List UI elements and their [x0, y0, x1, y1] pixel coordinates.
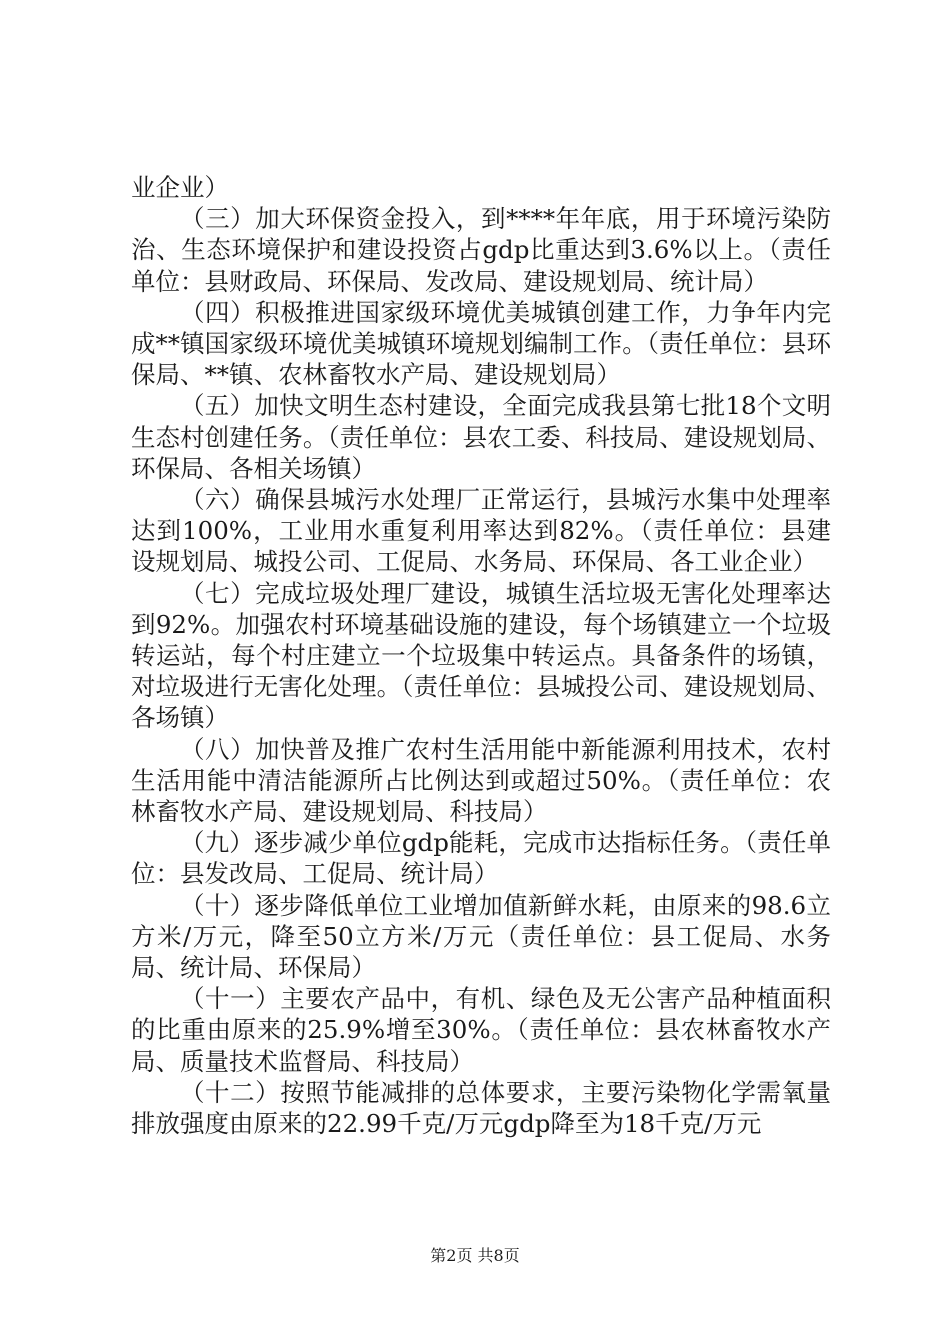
paragraph-item-9: （九）逐步减少单位gdp能耗，完成市达指标任务。（责任单位：县发改局、工促局、统计局） [131, 828, 831, 889]
paragraph-item-12: （十二）按照节能减排的总体要求，主要污染物化学需氧量排放强度由原来的22.99千克/万元gdp降至为18千克/万元 [131, 1077, 831, 1139]
paragraph-item-4: （四）积极推进国家级环境优美城镇创建工作，力争年内完成**镇国家级环境优美城镇环境规划编制工作。（责任单位：县环保局、**镇、农林畜牧水产局、建设规划局） [131, 297, 831, 390]
page-footer [0, 1243, 950, 1266]
paragraph-item-10: （十）逐步降低单位工业增加值新鲜水耗，由原来的98.6立方米/万元，降至50立方米/万元（责任单位：县工促局、水务局、统计局、环保局） [131, 890, 831, 983]
page-number-label: 第2页 共8页 [430, 1246, 520, 1265]
paragraph-item-3: （三）加大环保资金投入，到****年年底，用于环境污染防治、生态环境保护和建设投资占gdp比重达到3.6%以上。（责任单位：县财政局、环保局、发改局、建设规划局、统计局） [131, 204, 831, 296]
paragraph-item-8: （八）加快普及推广农村生活用能中新能源利用技术，农村生活用能中清洁能源所占比例达到或超过50%。（责任单位：农林畜牧水产局、建设规划局、科技局） [131, 734, 831, 827]
paragraph-item-11: （十一）主要农产品中，有机、绿色及无公害产品种植面积的比重由原来的25.9%增至30%。（责任单位：县农林畜牧水产局、质量技术监督局、科技局） [131, 984, 831, 1076]
paragraph-item-7: （七）完成垃圾处理厂建设，城镇生活垃圾无害化处理率达到92%。加强农村环境基础设施的建设，每个场镇建立一个垃圾转运站，每个村庄建立一个垃圾集中转运点。具备条件的场镇，对垃圾进行无害化处理。（责任单位：县城投公司、建设规划局、各场镇） [131, 578, 831, 733]
paragraph-item-5: （五）加快文明生态村建设，全面完成我县第七批18个文明生态村创建任务。（责任单位：县农工委、科技局、建设规划局、环保局、各相关场镇） [131, 391, 831, 483]
document-body [131, 172, 831, 1139]
paragraph-continuation: 业企业） [131, 173, 229, 202]
paragraph-item-6: （六）确保县城污水处理厂正常运行，县城污水集中处理率达到100%，工业用水重复利用率达到82%。（责任单位：县建设规划局、城投公司、工促局、水务局、环保局、各工业企业） [131, 485, 831, 577]
